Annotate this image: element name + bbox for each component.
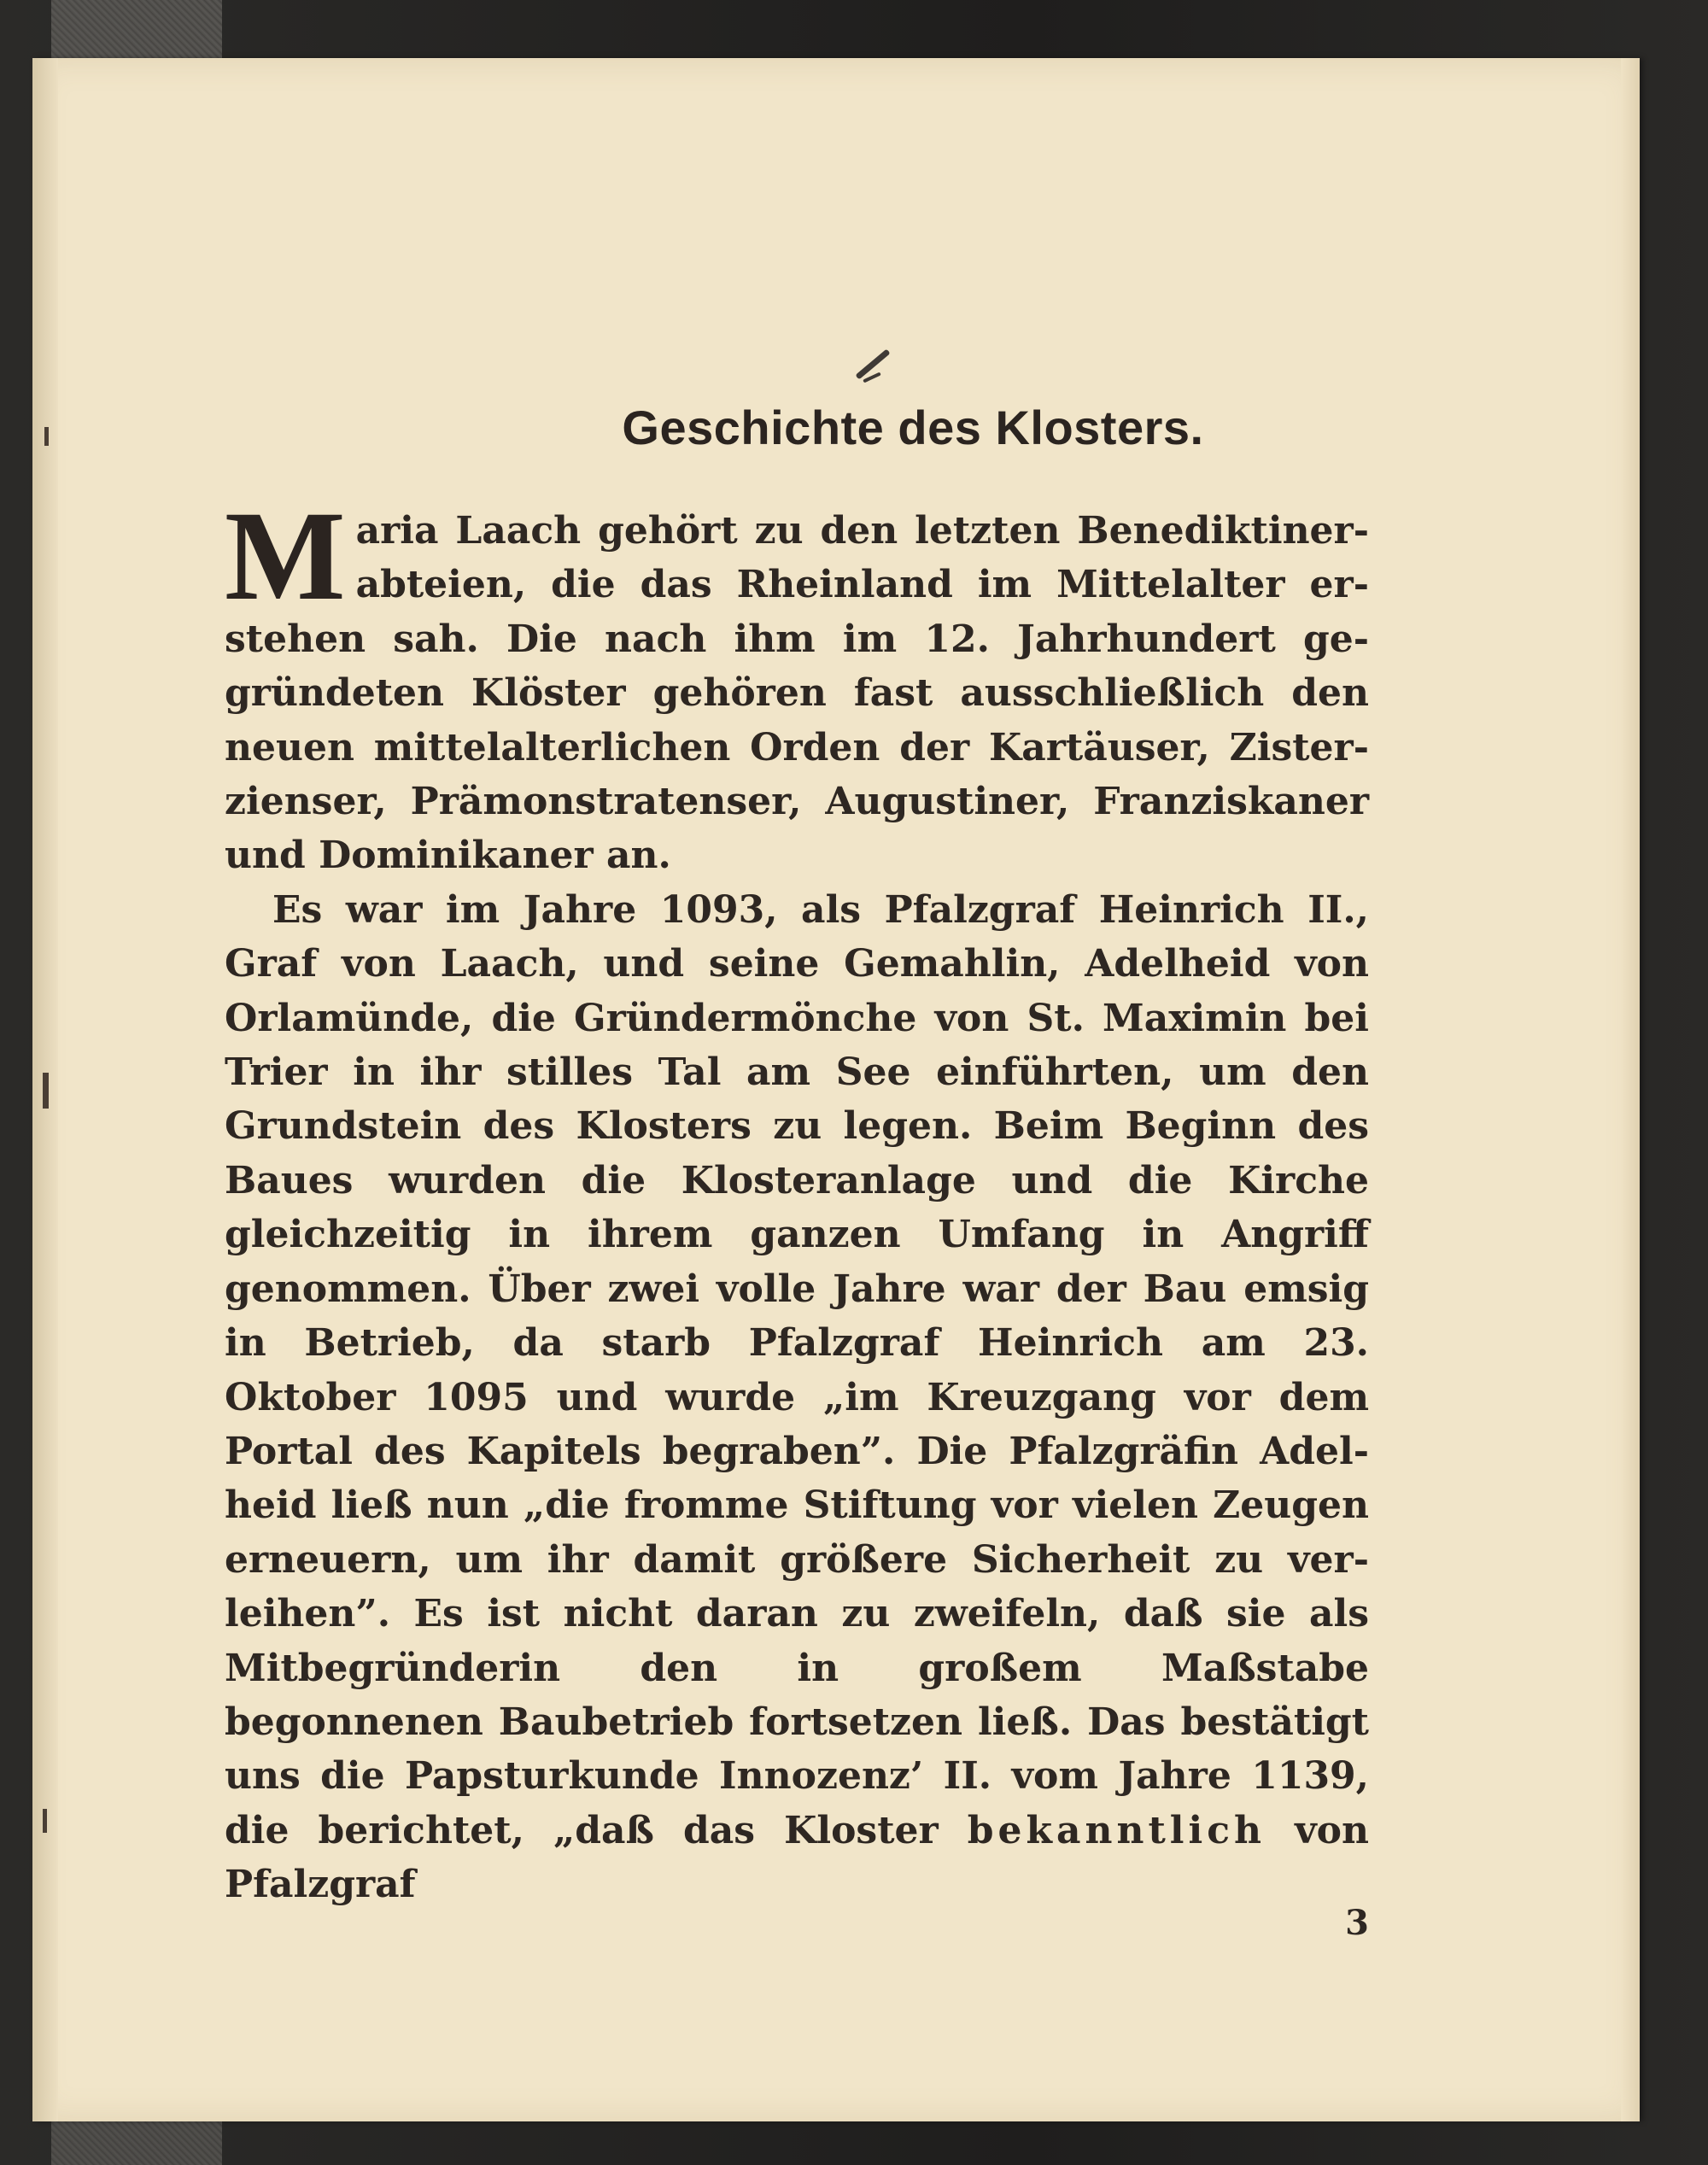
body-text bbox=[225, 485, 1369, 1912]
page-edge bbox=[1621, 58, 1640, 2121]
paragraph-second bbox=[225, 883, 1369, 1912]
margin-mark bbox=[43, 1809, 47, 1833]
paragraph-second-text: Es war im Jahre 1093, als Pfalzgraf Heinrich II., Graf von Laach, und seine Gemahlin, Adelheid von Orlamünde, die Gründermönche von St. Maximin bei Trier in ihr stilles Tal am See einführten, um den Grundstein des Klosters zu legen. Beim Beginn des Baues wurden die Klosteranlage und die Kirche gleichzeitig in ihrem ganzen Umfang in Angriff genommen. Über zwei volle Jahre war der Bau emsig in Betrieb, da starb Pfalzgraf Heinrich am 23. Oktober 1095 und wurde „im Kreuzgang vor dem Portal des Kapitels begraben”. Die Pfalzgräfin Adelheid ließ nun „die fromme Stiftung vor vielen Zeugen erneuern, um ihr damit größere Sicherheit zu verleihen”. Es ist nicht daran zu zweifeln, daß sie als Mitbegründerin den in großem Maßstabe begonnenen Baubetrieb fortsetzen ließ. Das bestätigt uns die Papsturkunde Innozenz’ II. vom Jahre 1139, die berichtet, „daß das Kloster bbox=[225, 887, 1369, 1852]
paragraph-first-text: aria Laach gehört zu den letzten Benediktinerabteien, die das Rheinland im Mittelalter erstehen sah. Die nach ihm im 12. Jahrhundert gegründeten Klöster gehören fast ausschließlich den neuen mittelalterlichen Orden der Kartäuser, Zisterzienser, Prämonstratenser, Augustiner, Franziskaner und Dominikaner an. bbox=[225, 509, 1369, 878]
drop-cap: M bbox=[225, 485, 346, 627]
chapter-title: Geschichte des Klosters. bbox=[622, 401, 1204, 454]
book-page bbox=[32, 58, 1640, 2121]
margin-mark bbox=[43, 1073, 49, 1109]
paragraph-second-tail: von Pfalzgraf bbox=[225, 1808, 1369, 1907]
emphasized-word: bekanntlich bbox=[967, 1808, 1266, 1852]
page-number: 3 bbox=[1345, 1903, 1369, 1943]
book-cover-edge-top bbox=[51, 0, 222, 64]
paragraph-first bbox=[225, 485, 1369, 883]
book-cover-edge-bottom bbox=[51, 2118, 222, 2165]
